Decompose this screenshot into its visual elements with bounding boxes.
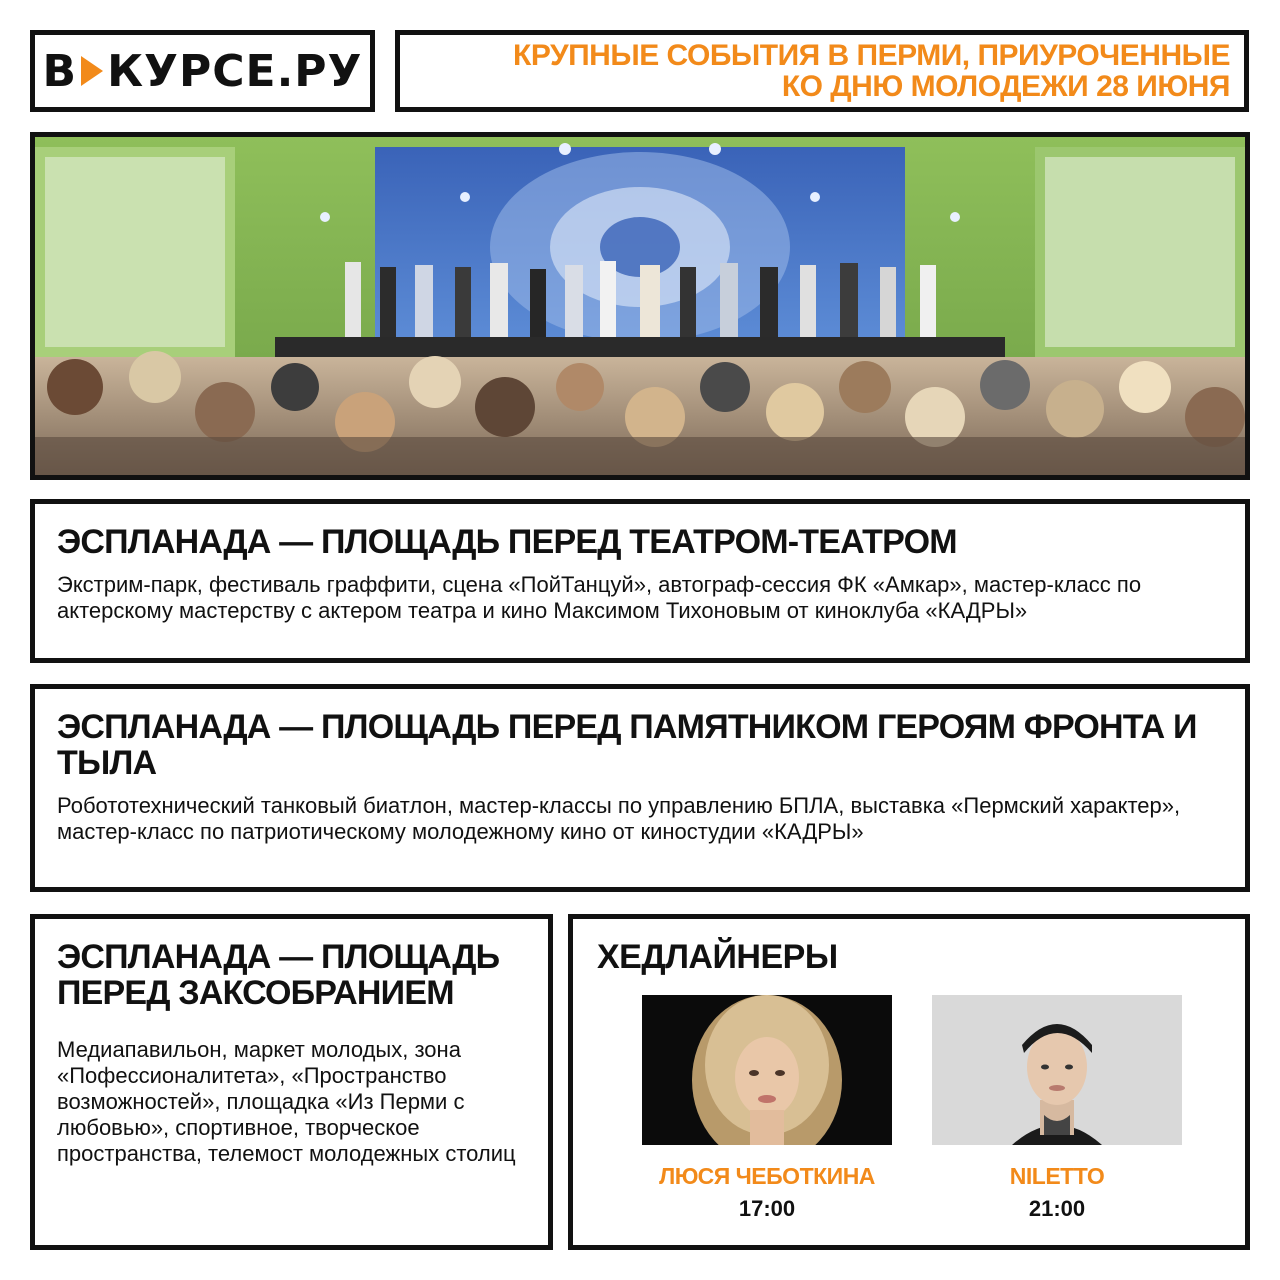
headline	[513, 40, 1230, 102]
event-photo	[30, 132, 1250, 480]
logo-left-letter: В	[42, 45, 78, 97]
artist-photo	[642, 995, 892, 1145]
section-description: Экстрим-парк, фестиваль граффити, сцена «ПойТанцуй», автограф-сессия ФК «Амкар», мастер-класс по актерскому мастерству с актером театра и кино Максимом Тихоновым от киноклуба «КАДРЫ»	[57, 572, 1142, 623]
logo-text	[43, 46, 363, 97]
artist-photo	[932, 995, 1182, 1145]
headliners-box	[568, 914, 1250, 1250]
section-title: ЭСПЛАНАДА — ПЛОЩАДЬ ПЕРЕД ТЕАТРОМ-ТЕАТРОМ	[57, 523, 957, 561]
logo-right-text: КУРСЕ.РУ	[107, 45, 363, 97]
section-title: ЭСПЛАНАДА — ПЛОЩАДЬ ПЕРЕД ЗАКСОБРАНИЕМ	[57, 938, 500, 1012]
concert-stage-image	[35, 137, 1245, 475]
section-description: Медиапавильон, маркет молодых, зона «Пофессионалитета», «Пространство возможностей», площадка «Из Перми с любовью», спортивное, творческое пространства, телемост молодежных столиц	[57, 1037, 516, 1166]
artist-time: 17:00	[738, 1196, 796, 1221]
headliners-title: ХЕДЛАЙНЕРЫ	[597, 938, 838, 976]
artist-card	[639, 995, 895, 1222]
section-description: Робототехнический танковый биатлон, мастер-классы по управлению БПЛА, выставка «Пермский характер», мастер-класс по патриотическому молодежному кино от киностудии «КАДРЫ»	[57, 793, 1181, 844]
artist-name: NILETTO	[1009, 1163, 1105, 1189]
headline-box	[395, 30, 1249, 112]
artist-name: ЛЮСЯ ЧЕБОТКИНА	[659, 1163, 875, 1189]
logo	[30, 30, 375, 112]
play-arrow-icon	[81, 56, 103, 86]
artist-card	[929, 995, 1185, 1222]
headline-line-1: КРУПНЫЕ СОБЫТИЯ В ПЕРМИ, ПРИУРОЧЕННЫЕ	[513, 39, 1230, 72]
section-title: ЭСПЛАНАДА — ПЛОЩАДЬ ПЕРЕД ПАМЯТНИКОМ ГЕРОЯМ ФРОНТА И ТЫЛА	[57, 708, 1197, 782]
artist-time: 21:00	[1028, 1196, 1086, 1221]
section-legislative-assembly	[30, 914, 553, 1250]
section-theatre	[30, 499, 1250, 663]
section-monument	[30, 684, 1250, 892]
headline-line-2: КО ДНЮ МОЛОДЕЖИ 28 ИЮНЯ	[781, 70, 1230, 103]
